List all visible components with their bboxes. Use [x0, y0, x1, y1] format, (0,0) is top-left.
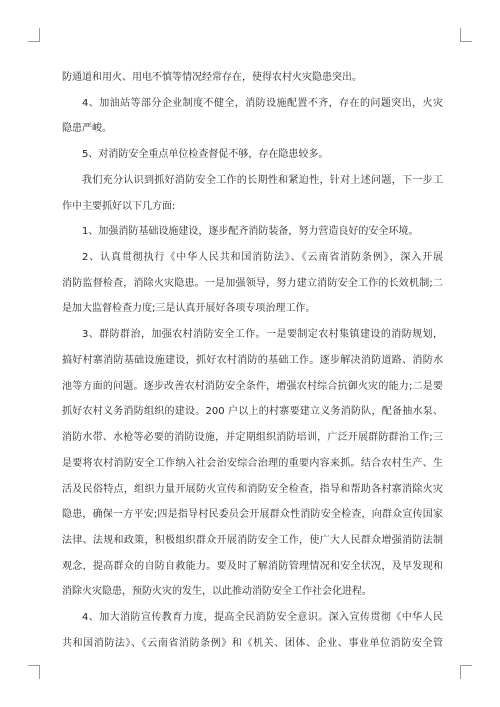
text-line: 共和国消防法》、《云南省消防条例》和《机关、团体、企业、事业单位消防安全管 [62, 637, 443, 649]
paragraph [62, 219, 443, 245]
crop-mark-top-right [460, 28, 472, 42]
text-line: 隐患严峻。 [62, 123, 112, 135]
text-line: 2、认真贯彻执行《中华人民共和国消防法》、《云南省消防条例》，深入开展 [82, 252, 443, 264]
paragraph [62, 245, 443, 322]
text-line: 作中主要抓好以下几方面: [62, 200, 176, 212]
text-line: 池等方面的问题。逐步改善农村消防安全条件，增强农村综合抗御火灾的能力;二是要 [62, 380, 443, 392]
text-line: 我们充分认识到抓好消防安全工作的长期性和紧迫性，针对上述问题，下一步工 [82, 174, 443, 186]
paragraph [62, 322, 443, 605]
text-line: 3、群防群治，加强农村消防安全工作。一是要制定农村集镇建设的消防规划， [82, 329, 443, 341]
text-line: 法律、法规和政策，积极组织群众开展消防安全工作，使广大人民群众增强消防法制 [62, 534, 443, 546]
text-line: 抓好农村义务消防组织的建设。200 户以上的村寨要建立义务消防队，配备抽水泵、 [62, 406, 443, 418]
text-line: 搞好村寨消防基础设施建设，抓好农村消防的基础工作。逐步解决消防道路、消防水 [62, 354, 443, 366]
text-line: 消防水带、水枪等必要的消防设施，并定期组织消防培训，广泛开展群防群治工作;三 [62, 432, 443, 444]
text-line: 消防监督检查，消除火灾隐患。一是加强领导，努力建立消防安全工作的长效机制;二 [62, 277, 443, 289]
text-line: 5、对消防安全重点单位检查督促不够，存在隐患较多。 [82, 149, 329, 161]
paragraph [62, 605, 443, 656]
text-line: 4、加油站等部分企业制度不健全，消防设施配置不齐，存在的问题突出，火灾 [82, 97, 443, 109]
paragraph [62, 168, 443, 219]
text-line: 观念，提高群众的自防自救能力。要及时了解消防管理情况和安全状况，及早发现和 [62, 560, 443, 572]
paragraph [62, 91, 443, 142]
text-line: 活及民俗特点，组织力量开展防火宣传和消防安全检查，指导和帮助各村寨消除火灾 [62, 483, 443, 495]
crop-mark-bottom-left [28, 665, 40, 679]
body-text [62, 65, 443, 657]
text-line: 防通道和用火、用电不慎等情况经常存在，使得农村火灾隐患突出。 [62, 72, 362, 83]
crop-mark-top-left [28, 28, 40, 42]
text-line: 1、加强消防基础设施建设，逐步配齐消防装备，努力营造良好的安全环境。 [82, 226, 419, 238]
text-line: 消除火灾隐患，预防火灾的发生，以此推动消防安全工作社会化进程。 [62, 586, 372, 598]
text-line: 4、加大消防宣传教育力度，提高全民消防安全意识。深入宣传贯彻《中华人民 [82, 612, 443, 624]
text-line: 是加大监督检查力度;三是认真开展好各项专项治理工作。 [62, 303, 316, 315]
text-line: 隐患，确保一方平安;四是指导村民委员会开展群众性消防安全检查，向群众宣传国家 [62, 509, 443, 521]
crop-mark-bottom-right [460, 665, 472, 679]
text-line: 是要将农村消防安全工作纳入社会治安综合治理的重要内容来抓。结合农村生产、生 [62, 457, 443, 469]
paragraph [62, 142, 443, 168]
paragraph [62, 65, 443, 91]
